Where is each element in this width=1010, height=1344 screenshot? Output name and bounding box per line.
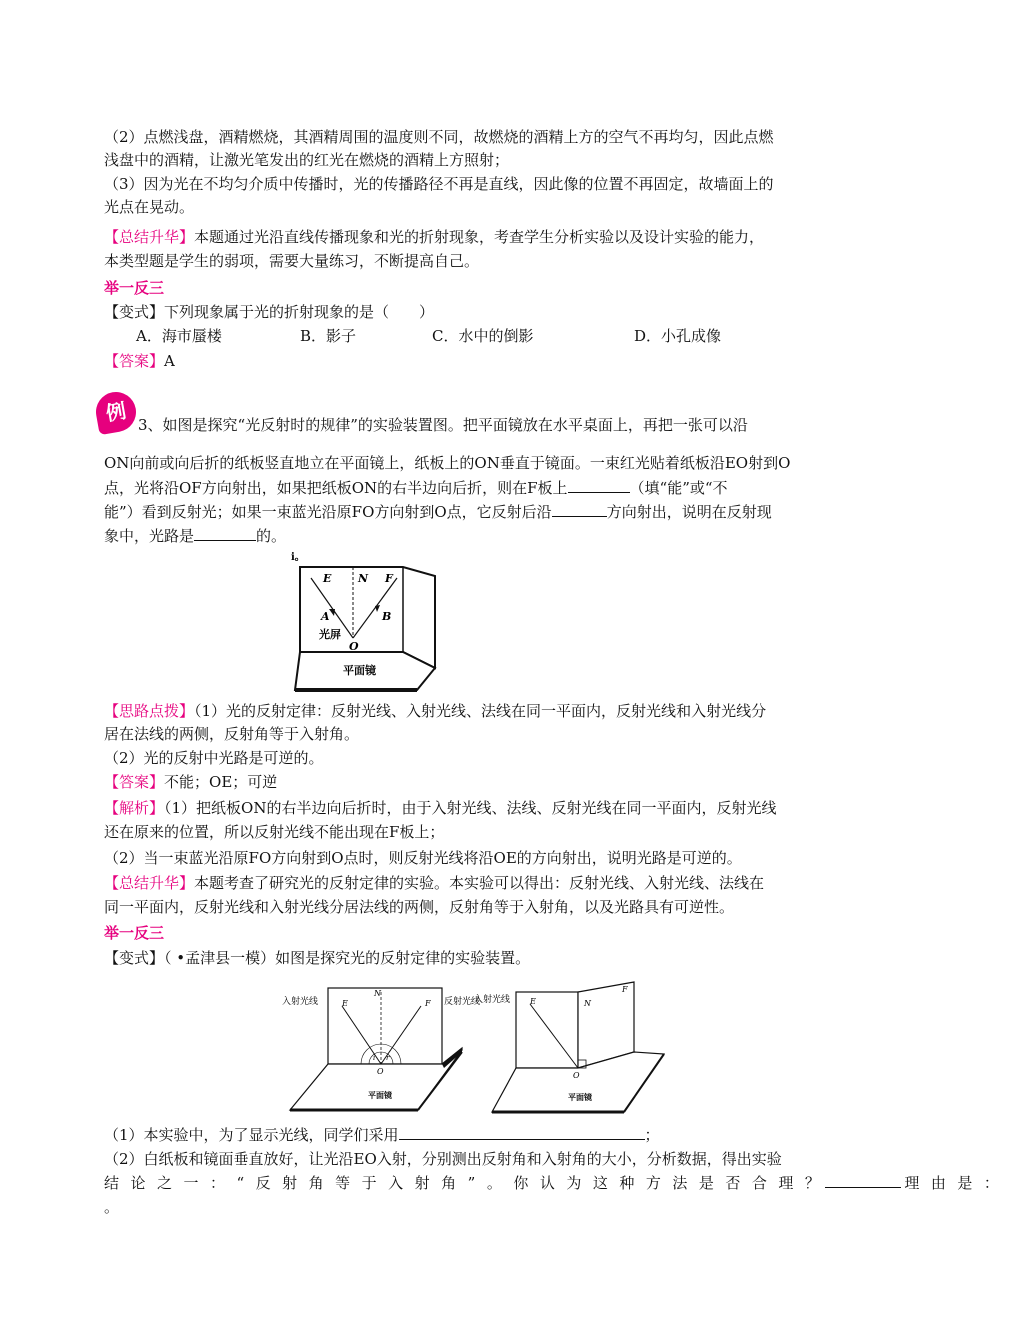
label-incident-left: 入射光线 bbox=[282, 997, 319, 1007]
question-line: ON向前或向后折的纸板竖直地立在平面镜上，纸板上的ON垂直于镜面。一束红光贴着纸板沿EO射到O bbox=[104, 454, 791, 472]
option-a: A．海市蜃楼 bbox=[136, 327, 222, 345]
question-line: 3、如图是探究“光反射时的规律”的实验装置图。把平面镜放在水平桌面上，再把一张可以沿 bbox=[138, 416, 748, 434]
reflection-apparatus-figure bbox=[285, 550, 445, 695]
label-n: N bbox=[358, 572, 369, 585]
answer-line bbox=[104, 350, 854, 372]
label-r: r bbox=[386, 1054, 390, 1062]
label-reflected: 反射光线 bbox=[444, 997, 481, 1007]
figure-corner-label: i。 bbox=[291, 552, 305, 563]
answer-text: A bbox=[164, 352, 175, 370]
fill-blank[interactable] bbox=[552, 502, 607, 517]
answer-tag: 【答案】 bbox=[104, 352, 165, 370]
label-mirror: 平面镜 bbox=[343, 664, 376, 677]
summary-line bbox=[104, 226, 854, 248]
section-heading: 举一反三 bbox=[104, 924, 165, 942]
hint-line: （2）光的反射中光路是可逆的。 bbox=[104, 749, 324, 767]
option-b: B．影子 bbox=[300, 327, 357, 345]
label-n-left: N bbox=[374, 989, 381, 998]
label-b: B bbox=[382, 610, 392, 623]
question-line: 能”）看到反射光；如果一束蓝光沿原FO方向射到O点，它反射后沿 方向射出，说明在反射现 bbox=[104, 503, 772, 521]
fill-blank[interactable] bbox=[825, 1173, 901, 1188]
question-line: 。 bbox=[104, 1198, 120, 1216]
label-f-right: F bbox=[622, 985, 628, 994]
variant-apparatus-figure bbox=[278, 978, 678, 1118]
fill-blank[interactable] bbox=[194, 526, 256, 541]
summary-line: 【总结升华】本题考查了研究光的反射定律的实验。本实验可以得出：反射光线、入射光线、法线在 bbox=[104, 874, 765, 892]
answer-line: 【答案】不能；OE；可逆 bbox=[104, 773, 278, 791]
summary-tag: 【总结升华】 bbox=[104, 228, 195, 246]
label-screen: 光屏 bbox=[319, 628, 341, 641]
option-d: D．小孔成像 bbox=[634, 327, 722, 345]
paragraph-line: 浅盘中的酒精，让激光笔发出的红光在燃烧的酒精上方照射； bbox=[104, 151, 510, 169]
label-e-right: E bbox=[530, 997, 536, 1006]
answer-tag: 【答案】 bbox=[104, 773, 165, 791]
label-a: A bbox=[321, 610, 330, 623]
label-f: F bbox=[385, 572, 393, 585]
paragraph-line: （2）点燃浅盘，酒精燃烧，其酒精周围的温度则不同，故燃烧的酒精上方的空气不再均匀，因此点燃 bbox=[104, 128, 774, 146]
question-line: 点，光将沿OF方向射出，如果把纸板ON的右半边向后折，则在F板上 （填“能”或“不 bbox=[104, 479, 728, 497]
summary-tag: 【总结升华】 bbox=[104, 874, 195, 892]
summary-text: 本题通过光沿直线传播现象和光的折射现象，考查学生分析实验以及设计实验的能力， bbox=[194, 228, 765, 246]
label-e-left: E bbox=[342, 999, 348, 1008]
variant-tag: 【变式】 bbox=[104, 949, 165, 967]
analysis-line: （2）当一束蓝光沿原FO方向射到O点时，则反射光线将沿OE的方向射出，说明光路是可逆的。 bbox=[104, 849, 742, 867]
analysis-line: 【解析】（1）把纸板ON的右半边向后折时，由于入射光线、法线、反射光线在同一平面内，反射光线 bbox=[104, 799, 777, 817]
variant-tag: 【变式】 bbox=[104, 303, 165, 321]
paragraph-line: （3）因为光在不均匀介质中传播时，光的传播路径不再是直线，因此像的位置不再固定，故墙面上的 bbox=[104, 175, 774, 193]
hint-line: 居在法线的两侧，反射角等于入射角。 bbox=[104, 725, 360, 743]
example-badge: 例 bbox=[93, 389, 139, 435]
question-line: 象中，光路是 的。 bbox=[104, 527, 287, 545]
label-n-right: N bbox=[584, 999, 591, 1008]
label-o-right: O bbox=[573, 1071, 580, 1080]
variant-text: 下列现象属于光的折射现象的是（ ） bbox=[164, 303, 435, 321]
option-c: C．水中的倒影 bbox=[432, 327, 534, 345]
label-o-left: O bbox=[377, 1067, 384, 1076]
question-line: （2）白纸板和镜面垂直放好，让光沿EO入射，分别测出反射角和入射角的大小，分析数据，得出实验 bbox=[104, 1150, 782, 1168]
question-line: （1）本实验中，为了显示光线，同学们采用 ； bbox=[104, 1126, 660, 1144]
label-o: O bbox=[349, 640, 359, 653]
hint-tag: 【思路点拨】 bbox=[104, 702, 195, 720]
label-e: E bbox=[323, 572, 332, 585]
section-heading: 举一反三 bbox=[104, 279, 165, 297]
summary-line-2: 本类型题是学生的弱项，需要大量练习，不断提高自己。 bbox=[104, 252, 480, 270]
summary-line: 同一平面内，反射光线和入射光线分居法线的两侧，反射角等于入射角，以及光路具有可逆性。 bbox=[104, 898, 735, 916]
variant-line bbox=[104, 301, 854, 323]
fill-blank[interactable] bbox=[399, 1125, 645, 1140]
hint-line: 【思路点拨】（1）光的反射定律：反射光线、入射光线、法线在同一平面内，反射光线和入射光线分 bbox=[104, 702, 767, 720]
variant-line: 【变式】（ •孟津县一模）如图是探究光的反射定律的实验装置。 bbox=[104, 949, 531, 967]
label-i: i bbox=[373, 1054, 376, 1062]
question-line: 结论之一：“反射角等于入射角”。你认为这种方法是否合理？ 理由是： bbox=[104, 1174, 1010, 1192]
label-mirror-right: 平面镜 bbox=[568, 1092, 592, 1102]
label-f-left: F bbox=[425, 999, 431, 1008]
analysis-line: 还在原来的位置，所以反射光线不能出现在F板上； bbox=[104, 823, 445, 841]
analysis-tag: 【解析】 bbox=[104, 799, 165, 817]
fill-blank[interactable] bbox=[568, 478, 630, 493]
label-incident-right: 入射光线 bbox=[474, 995, 511, 1005]
paragraph-line: 光点在晃动。 bbox=[104, 198, 195, 216]
label-mirror-left: 平面镜 bbox=[368, 1090, 392, 1100]
